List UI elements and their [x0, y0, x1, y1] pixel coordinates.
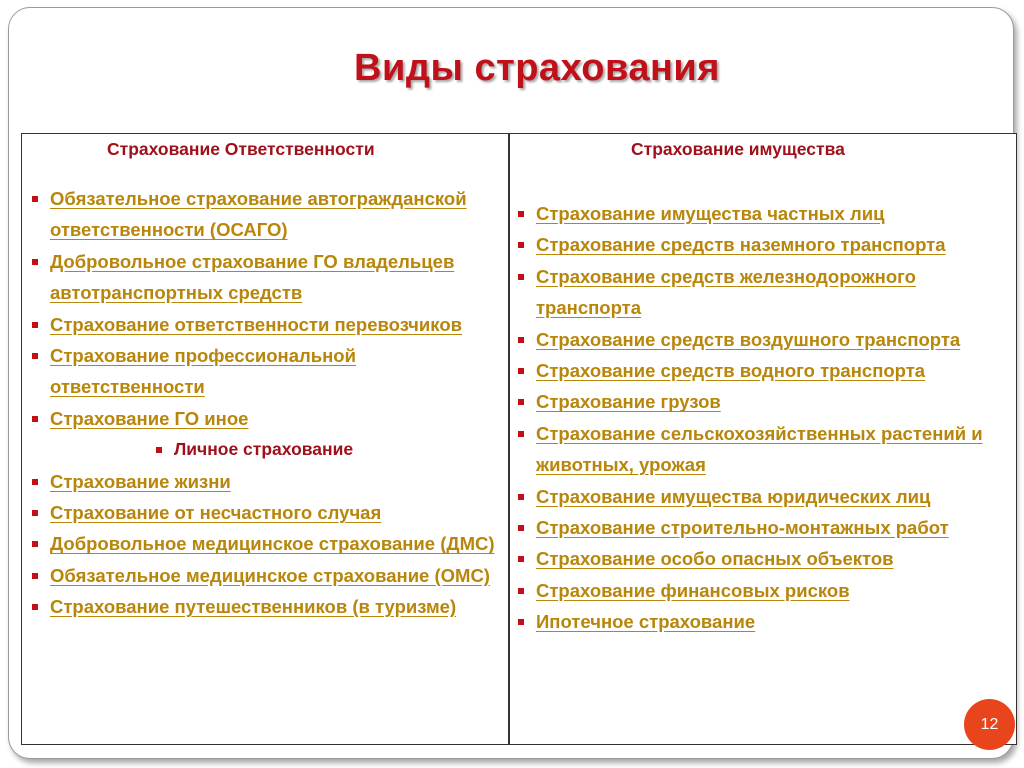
square-bullet-icon — [518, 274, 524, 280]
square-bullet-icon — [32, 196, 38, 202]
square-bullet-icon — [32, 259, 38, 265]
square-bullet-icon — [518, 525, 524, 531]
square-bullet-icon — [518, 494, 524, 500]
list-item[interactable]: Страхование сельскохозяйственных растений и животных, урожая — [516, 418, 1016, 481]
list-item[interactable]: Добровольное страхование ГО владельцев автотранспортных средств — [30, 246, 500, 309]
list-item[interactable]: Страхование ответственности перевозчиков — [30, 309, 500, 340]
square-bullet-icon — [32, 510, 38, 516]
list-item[interactable]: Страхование путешественников (в туризме) — [30, 591, 500, 622]
square-bullet-icon — [156, 447, 162, 453]
square-bullet-icon — [518, 368, 524, 374]
list-item[interactable]: Страхование грузов — [516, 386, 1016, 417]
list-item[interactable]: Страхование имущества юридических лиц — [516, 481, 1016, 512]
column-divider — [508, 133, 510, 745]
list-item[interactable]: Страхование профессиональной ответственности — [30, 340, 500, 403]
list-item[interactable]: Страхование от несчастного случая — [30, 497, 500, 528]
square-bullet-icon — [518, 619, 524, 625]
square-bullet-icon — [518, 556, 524, 562]
liability-list — [30, 183, 500, 623]
property-header: Страхование имущества — [631, 139, 845, 159]
square-bullet-icon — [32, 322, 38, 328]
square-bullet-icon — [32, 604, 38, 610]
property-list — [516, 198, 1016, 638]
list-item[interactable]: Страхование строительно-монтажных работ — [516, 512, 1016, 543]
list-item[interactable]: Ипотечное страхование — [516, 606, 1016, 637]
list-item[interactable]: Добровольное медицинское страхование (ДМС) — [30, 528, 500, 559]
square-bullet-icon — [518, 588, 524, 594]
square-bullet-icon — [32, 479, 38, 485]
list-item[interactable]: Страхование имущества частных лиц — [516, 198, 1016, 229]
square-bullet-icon — [518, 211, 524, 217]
personal-insurance-subheader: Личное страхование — [30, 434, 500, 465]
square-bullet-icon — [32, 416, 38, 422]
list-item[interactable]: Страхование средств наземного транспорта — [516, 229, 1016, 260]
square-bullet-icon — [518, 242, 524, 248]
slide-title: Виды страхования — [354, 47, 720, 89]
square-bullet-icon — [518, 431, 524, 437]
list-item[interactable]: Страхование средств водного транспорта — [516, 355, 1016, 386]
square-bullet-icon — [518, 399, 524, 405]
list-item[interactable]: Обязательное страхование автогражданской ответственности (ОСАГО) — [30, 183, 500, 246]
list-item[interactable]: Страхование жизни — [30, 466, 500, 497]
list-item[interactable]: Страхование особо опасных объектов — [516, 543, 1016, 574]
square-bullet-icon — [518, 337, 524, 343]
square-bullet-icon — [32, 541, 38, 547]
liability-header: Страхование Ответственности — [107, 139, 375, 159]
square-bullet-icon — [32, 573, 38, 579]
square-bullet-icon — [32, 353, 38, 359]
list-item[interactable]: Страхование средств воздушного транспорта — [516, 324, 1016, 355]
list-item[interactable]: Страхование финансовых рисков — [516, 575, 1016, 606]
list-item[interactable]: Страхование средств железнодорожного транспорта — [516, 261, 1016, 324]
page-number-badge: 12 — [964, 699, 1015, 750]
list-item[interactable]: Обязательное медицинское страхование (ОМС) — [30, 560, 500, 591]
list-item[interactable]: Страхование ГО иное — [30, 403, 500, 434]
